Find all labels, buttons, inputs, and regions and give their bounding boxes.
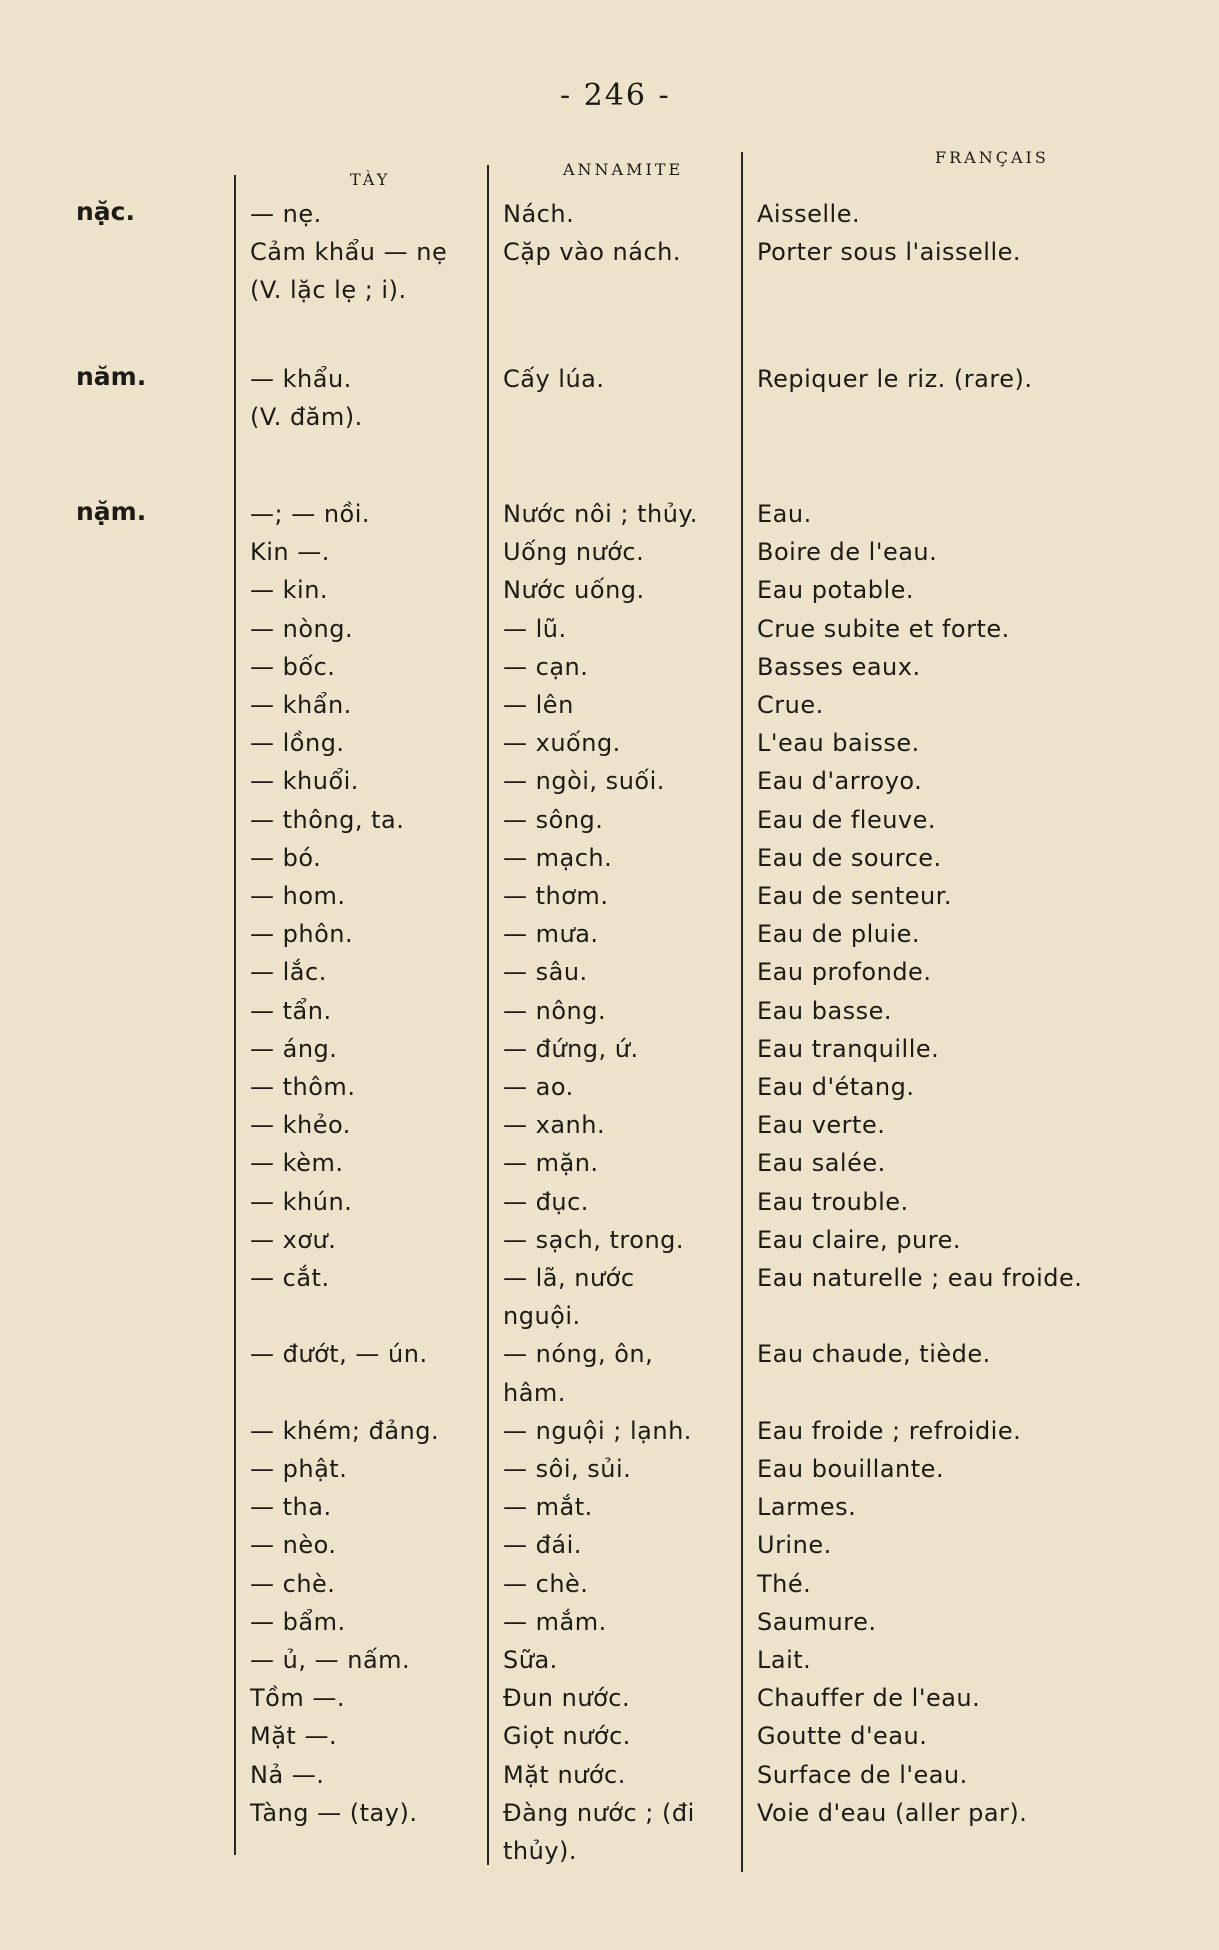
annamite-term: hâm.: [503, 1378, 566, 1407]
french-term: Voie d'eau (aller par).: [757, 1798, 1028, 1827]
annamite-term: — đái.: [503, 1531, 582, 1560]
annamite-term: — nguội ; lạnh.: [503, 1416, 692, 1445]
french-term: Eau.: [757, 500, 812, 528]
tay-term: — bẩm.: [250, 1607, 346, 1636]
tay-term: — khuổi.: [250, 767, 359, 796]
annamite-term: — mạch.: [503, 843, 613, 872]
annamite-term: — đứng, ứ.: [503, 1034, 639, 1063]
page-number: - 246 -: [560, 78, 671, 113]
entry-headword: nặc.: [76, 197, 135, 226]
annamite-term: — sông.: [503, 805, 604, 834]
french-term: Urine.: [757, 1531, 832, 1560]
french-term: Chauffer de l'eau.: [757, 1684, 981, 1713]
column-divider-2: [487, 165, 489, 1865]
annamite-term: — lên: [503, 691, 574, 719]
annamite-term: — sạch, trong.: [503, 1225, 685, 1254]
tay-term: — nòng.: [250, 614, 354, 643]
tay-term: — lắc.: [250, 958, 327, 987]
tay-term: Tồm —.: [250, 1684, 345, 1713]
annamite-term: Đàng nước ; (đi: [503, 1798, 695, 1827]
french-term: Eau de senteur.: [757, 882, 952, 910]
tay-term: — kèm.: [250, 1149, 344, 1178]
french-term: Larmes.: [757, 1493, 857, 1522]
tay-term: — kin.: [250, 576, 329, 605]
french-term: Eau d'étang.: [757, 1073, 915, 1101]
french-term: Thé.: [757, 1569, 812, 1598]
french-term: Eau trouble.: [757, 1187, 909, 1216]
french-term: Crue.: [757, 691, 824, 719]
tay-term: —; — nồi.: [250, 500, 371, 528]
tay-term: — áng.: [250, 1034, 338, 1063]
annamite-term: — đục.: [503, 1187, 589, 1216]
tay-term: — khẻo.: [250, 1111, 351, 1140]
annamite-term: — xanh.: [503, 1111, 606, 1140]
tay-term: — khẩn.: [250, 691, 352, 719]
french-term: Basses eaux.: [757, 652, 921, 681]
annamite-term: thủy).: [503, 1837, 578, 1865]
annamite-term: Sữa.: [503, 1646, 558, 1674]
annamite-term: — mắt.: [503, 1493, 593, 1522]
annamite-term: Nách.: [503, 200, 575, 228]
annamite-term: Cấy lúa.: [503, 365, 605, 393]
tay-term: — cắt.: [250, 1264, 330, 1292]
annamite-term: — cạn.: [503, 652, 589, 681]
french-term: Surface de l'eau.: [757, 1760, 968, 1789]
tay-term: Tàng — (tay).: [250, 1798, 418, 1827]
tay-term: — tha.: [250, 1493, 332, 1522]
annamite-term: — sâu.: [503, 958, 588, 987]
french-term: Eau profonde.: [757, 958, 932, 987]
column-header-francais: FRANÇAIS: [935, 148, 1049, 167]
french-term: Porter sous l'aisselle.: [757, 238, 1022, 267]
annamite-term: Giọt nước.: [503, 1722, 631, 1751]
french-term: Eau tranquille.: [757, 1034, 940, 1063]
column-header-annamite: ANNAMITE: [563, 160, 684, 179]
annamite-term: — sôi, sủi.: [503, 1455, 632, 1483]
tay-term: — tẩn.: [250, 996, 332, 1025]
french-term: Eau d'arroyo.: [757, 767, 923, 796]
annamite-term: — thơm.: [503, 882, 609, 910]
tay-term: Nả —.: [250, 1760, 325, 1789]
tay-term: Kin —.: [250, 538, 330, 567]
tay-term: — phôn.: [250, 920, 354, 949]
tay-term: Cảm khẩu — nẹ: [250, 238, 448, 267]
french-term: Eau de pluie.: [757, 920, 921, 949]
french-term: Eau de source.: [757, 843, 942, 872]
french-term: Eau froide ; refroidie.: [757, 1416, 1022, 1445]
annamite-term: Cặp vào nách.: [503, 238, 682, 267]
annamite-term: — xuống.: [503, 729, 621, 758]
annamite-term: — ao.: [503, 1073, 574, 1101]
annamite-term: Uống nước.: [503, 538, 645, 567]
annamite-term: — chè.: [503, 1569, 589, 1598]
french-term: Eau potable.: [757, 576, 915, 605]
annamite-term: — mắm.: [503, 1607, 607, 1636]
french-term: Eau basse.: [757, 996, 893, 1025]
annamite-term: — lũ.: [503, 614, 567, 643]
annamite-term: — mặn.: [503, 1149, 599, 1178]
tay-term: — ủ, — nấm.: [250, 1646, 411, 1674]
tay-term: — chè.: [250, 1569, 336, 1598]
entry-headword: năm.: [76, 362, 147, 391]
entry-headword: nặm.: [76, 497, 147, 526]
tay-term: — phật.: [250, 1455, 348, 1483]
french-term: Aisselle.: [757, 200, 861, 228]
annamite-term: Đun nước.: [503, 1684, 631, 1713]
tay-term: — khém; đảng.: [250, 1416, 440, 1445]
french-term: Eau de fleuve.: [757, 805, 937, 834]
french-term: L'eau baisse.: [757, 729, 920, 758]
annamite-term: nguội.: [503, 1302, 581, 1331]
column-divider-1: [234, 175, 236, 1855]
tay-term: — thông, ta.: [250, 805, 405, 834]
french-term: Eau bouillante.: [757, 1455, 945, 1483]
column-header-tay: TÀY: [350, 170, 391, 189]
annamite-term: Mặt nước.: [503, 1760, 626, 1789]
french-term: Eau naturelle ; eau froide.: [757, 1264, 1083, 1292]
tay-term: Mặt —.: [250, 1722, 338, 1751]
tay-term: — nẹ.: [250, 200, 322, 228]
annamite-term: — lã, nước: [503, 1264, 635, 1292]
tay-term: — khún.: [250, 1187, 353, 1216]
annamite-term: — ngòi, suối.: [503, 767, 665, 796]
french-term: Eau verte.: [757, 1111, 886, 1140]
annamite-term: — nóng, ôn,: [503, 1340, 654, 1369]
tay-term: — đướt, — ún.: [250, 1340, 428, 1369]
tay-term: — bốc.: [250, 652, 336, 681]
annamite-term: Nước nôi ; thủy.: [503, 500, 698, 528]
tay-term: — bó.: [250, 843, 322, 872]
french-term: Crue subite et forte.: [757, 614, 1010, 643]
french-term: Boire de l'eau.: [757, 538, 938, 567]
tay-term: — xơư.: [250, 1225, 337, 1254]
french-term: Saumure.: [757, 1607, 877, 1636]
french-term: Repiquer le riz. (rare).: [757, 365, 1033, 393]
tay-term: — khẩu.: [250, 365, 352, 393]
tay-term: — thôm.: [250, 1073, 356, 1101]
tay-term: — lồng.: [250, 729, 345, 758]
french-term: Lait.: [757, 1646, 812, 1674]
french-term: Eau chaude, tiède.: [757, 1340, 991, 1369]
tay-term: — hom.: [250, 882, 346, 910]
tay-term: (V. lặc lẹ ; i).: [250, 276, 407, 305]
annamite-term: Nước uống.: [503, 576, 645, 605]
annamite-term: — mưa.: [503, 920, 599, 949]
french-term: Eau salée.: [757, 1149, 886, 1178]
french-term: Eau claire, pure.: [757, 1225, 961, 1254]
french-term: Goutte d'eau.: [757, 1722, 928, 1751]
tay-term: (V. đăm).: [250, 403, 363, 432]
annamite-term: — nông.: [503, 996, 607, 1025]
tay-term: — nèo.: [250, 1531, 337, 1560]
